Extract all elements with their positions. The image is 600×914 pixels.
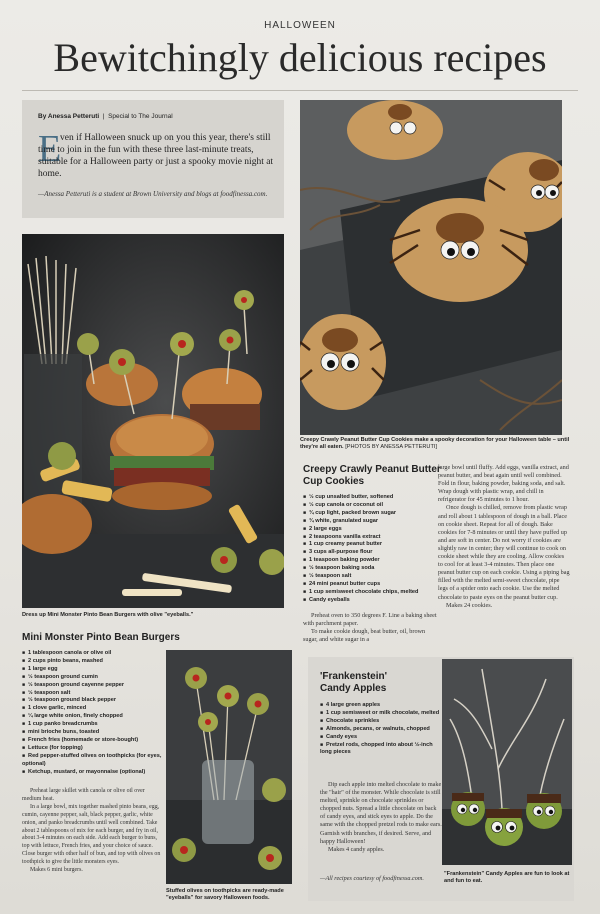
direction-paragraph: Makes 4 candy apples.: [328, 845, 385, 853]
ingredient-item: ■ 2 teaspoons vanilla extract: [303, 534, 441, 542]
cookies-caption: [300, 437, 570, 451]
ingredient-item: ■ ½ cup unsalted butter, softened: [303, 494, 441, 502]
ingredient-item: ■ ½ teaspoon baking soda: [303, 565, 441, 573]
direction-paragraph: Dip each apple into melted chocolate to make the "hair" of the monster. While chocolate is still melted, sprinkle on chocolate sprinkles or chopped nuts. Spread a little chocolate on back of candy eyes, and stick eyes to apple. Do the same with the chopped pretzel rods to make ears. Garnish with branches, if desired. Serve, and happy Halloween!: [320, 781, 442, 845]
apples-ingredients: [320, 702, 440, 757]
ingredient-item: ■ 3 cups all-purpose flour: [303, 549, 441, 557]
ingredient-item: ■ Pretzel rods, chopped into about ½-inch long pieces: [320, 742, 440, 758]
direction-paragraph: To make cookie dough, beat butter, oil, brown sugar, and white sugar in a: [303, 628, 426, 644]
apples-title-line2: Candy Apples: [320, 683, 387, 694]
recipes-credit: —All recipes courtesy of foodfinessa.com.: [320, 875, 424, 882]
burgers-directions: [22, 788, 162, 875]
apples-directions: [320, 781, 442, 854]
ingredient-item: ■ ½ teaspoon salt: [303, 573, 441, 581]
ingredient-item: ■ Red pepper-stuffed olives on toothpicks (for eyes, optional): [22, 753, 162, 769]
burgers-ingredients: [22, 650, 162, 777]
apples-title-line1: 'Frankenstein': [320, 671, 387, 682]
cookies-title: Creepy Crawly Peanut Butter Cup Cookies: [303, 464, 441, 487]
ingredient-item: ■ Almonds, pecans, or walnuts, chopped: [320, 726, 440, 734]
intro-box: [22, 100, 284, 218]
ingredient-item: ■ Candy eyeballs: [303, 597, 441, 605]
direction-paragraph: Preheat large skillet with canola or olive oil over medium heat.: [22, 788, 145, 802]
candy-apples-panel: [308, 657, 574, 901]
intro-lede: ven if Halloween snuck up on you this year, there's still time to join in the fun with these three last-minute treats, suitable for a Halloween party or just a spooky movie night at home.: [38, 133, 274, 179]
ingredient-item: ■ ½ teaspoon salt: [22, 690, 162, 698]
header-rule: [22, 90, 578, 91]
ingredient-item: ■ ½ teaspoon ground black pepper: [22, 697, 162, 705]
ingredient-item: ■ 1 clove garlic, minced: [22, 705, 162, 713]
ingredient-item: ■ Chocolate sprinkles: [320, 718, 440, 726]
ingredient-item: ■ ½ cup canola or coconut oil: [303, 502, 441, 510]
olives-photo: [166, 650, 292, 884]
burgers-caption: Dress up Mini Monster Pinto Bean Burgers with olive "eyeballs.": [22, 612, 194, 618]
ingredient-item: ■ 2 cups pinto beans, mashed: [22, 658, 162, 666]
page-headline: Bewitchingly delicious recipes: [53, 35, 547, 80]
ingredient-item: ■ 1 cup panko breadcrumbs: [22, 721, 162, 729]
author-bio: —Anessa Petteruti is a student at Brown University and blogs at foodfinessa.com.: [38, 190, 268, 198]
ingredient-item: ■ 2 large eggs: [303, 526, 441, 534]
ingredient-item: ■ 1 cup semisweet chocolate chips, melted: [303, 589, 441, 597]
burgers-photo: [22, 234, 284, 608]
ingredient-item: ■ ¼ large white onion, finely chopped: [22, 713, 162, 721]
ingredient-item: ■ Candy eyes: [320, 734, 440, 742]
cookies-caption-text: Creepy Crawly Peanut Butter Cup Cookies make a spooky decoration for your Halloween table – until they're all eaten.: [300, 437, 570, 451]
ingredient-item: ■ 1 cup semisweet or milk chocolate, melted: [320, 710, 440, 718]
ingredient-item: ■ ¾ cup light, packed brown sugar: [303, 510, 441, 518]
apples-photo: [442, 659, 572, 865]
olives-caption: Stuffed olives on toothpicks are ready-made "eyeballs" for savory Halloween foods.: [166, 888, 284, 902]
direction-paragraph: Preheat oven to 350 degrees F. Line a baking sheet with parchment paper.: [303, 612, 437, 628]
byline: By Anessa Petteruti | Special to The Journal: [38, 113, 173, 120]
byline-author: By Anessa Petteruti: [38, 113, 100, 120]
direction-paragraph: Makes 6 mini burgers.: [30, 867, 83, 874]
cookies-ingredients: [303, 494, 441, 605]
cookies-photo: [300, 100, 562, 435]
ingredient-item: ■ 1 large egg: [22, 666, 162, 674]
ingredient-item: ■ 1 teaspoon baking powder: [303, 557, 441, 565]
apples-title: [320, 671, 440, 695]
cookies-directions-left: [303, 612, 439, 644]
drop-cap: E: [38, 128, 62, 170]
ingredient-item: ■ 4 large green apples: [320, 702, 440, 710]
byline-affiliation: Special to The Journal: [108, 113, 173, 120]
cookies-directions-right: [438, 464, 570, 610]
apples-caption: "Frankenstein" Candy Apples are fun to look at and fun to eat.: [444, 871, 570, 885]
direction-paragraph: large bowl until fluffy. Add eggs, vanilla extract, and peanut butter, and beat again until well combined. Fold in flour, baking powder, baking soda, and salt. Wrap dough with plastic wrap, and chill in refrigerator for 45 minutes to 1 hour.: [438, 464, 569, 504]
ingredient-item: ■ ¾ white, granulated sugar: [303, 518, 441, 526]
ingredient-item: ■ Lettuce (for topping): [22, 745, 162, 753]
ingredient-item: ■ 1 tablespoon canola or olive oil: [22, 650, 162, 658]
burgers-title: Mini Monster Pinto Bean Burgers: [22, 632, 180, 643]
ingredient-item: ■ mini brioche buns, toasted: [22, 729, 162, 737]
ingredient-item: ■ ½ teaspoon ground cumin: [22, 674, 162, 682]
section-label: HALLOWEEN: [264, 20, 336, 31]
direction-paragraph: In a large bowl, mix together mashed pinto beans, egg, cumin, cayenne pepper, salt, black pepper, garlic, white onion, and panko breadcrumbs until well combined. Take about 2 tablespoons of mix for each burger, and fry in oil, about 3-4 minutes on each side. Add each burger to buns, top with lettuce, French fries, and your choice of sauce. Close burger with other half of bun, and top with olives on toothpick to give the little monsters eyes.: [22, 803, 161, 866]
ingredient-item: ■ ½ teaspoon ground cayenne pepper: [22, 682, 162, 690]
direction-paragraph: Makes 24 cookies.: [446, 601, 493, 609]
ingredient-item: ■ 1 cup creamy peanut butter: [303, 541, 441, 549]
ingredient-item: ■ Ketchup, mustard, or mayonnaise (optional): [22, 769, 162, 777]
ingredient-item: ■ French fries (homemade or store-bought): [22, 737, 162, 745]
ingredient-item: ■ 24 mini peanut butter cups: [303, 581, 441, 589]
photo-credit: [PHOTOS BY ANESSA PETTERUTI]: [345, 444, 437, 451]
direction-paragraph: Once dough is chilled, remove from plastic wrap and roll about 1 tablespoon of dough in a ball. Place on cookie sheet. Repeat for all of dough. Bake cookies for 7-8 minutes or until they have puffed up and are soft in center. Do not worry if cookies are slightly raw in center; they will continue to cook on cookie sheet while they are cooling. Allow cookies to cool for at least 3-4 minutes. Then place one peanut butter cup on each cookie. Using a piping bag filled with the melted semi-sweet chocolate, pipe legs of a spider onto each cookie. Use the melted chocolate to paste eyes on the peanut butter cup.: [438, 504, 570, 601]
